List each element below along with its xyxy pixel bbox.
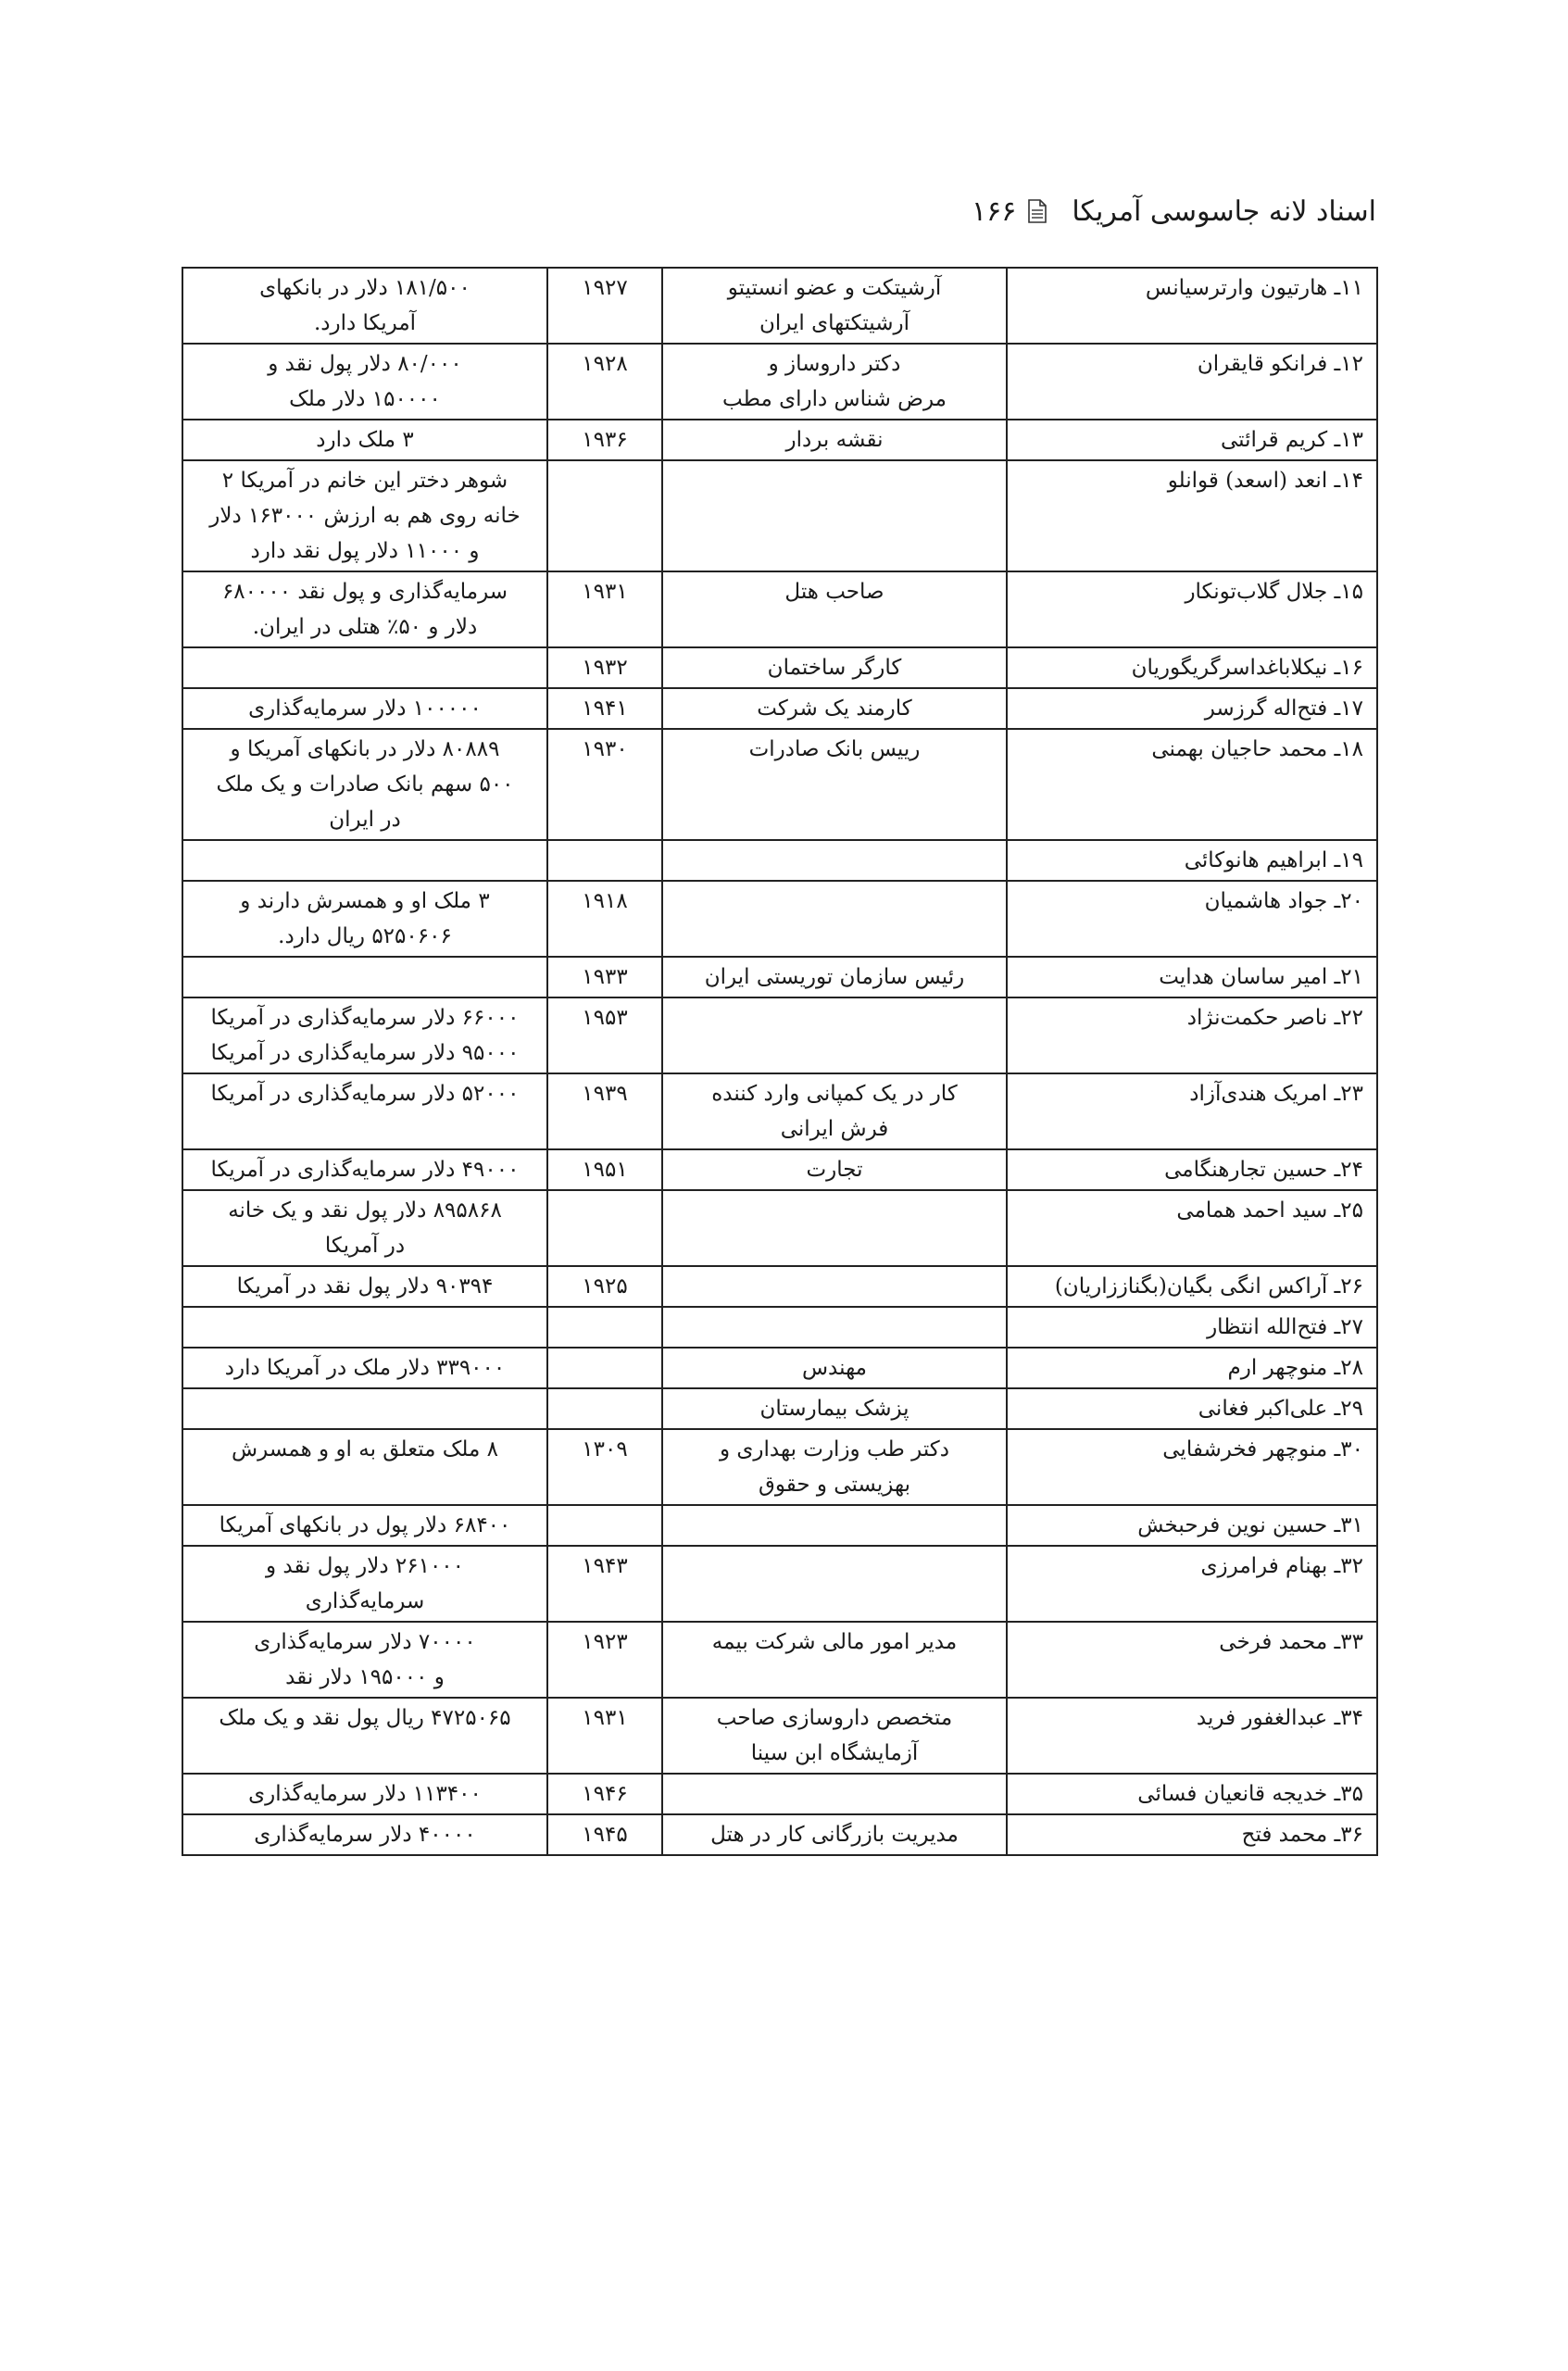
cell-year-text: ۱۹۳۲ <box>582 656 628 680</box>
cell-year <box>547 688 662 729</box>
cell-name-text: ۱۶ـ نیکلاباغداسرگریگوریان <box>1131 656 1363 680</box>
cell-assets <box>182 420 547 460</box>
cell-assets-text: ۳ ملک دارد <box>316 428 414 452</box>
cell-name-text: ۲۰ـ جواد هاشمیان <box>1204 889 1363 913</box>
cell-year-text: ۱۹۳۰ <box>582 737 628 761</box>
cell-assets <box>182 571 547 647</box>
cell-name-text: ۲۶ـ آراکس انگی بگیان(بگناززاریان) <box>1054 1274 1363 1298</box>
cell-name <box>1007 460 1377 571</box>
cell-year <box>547 1388 662 1429</box>
cell-year <box>547 957 662 997</box>
cell-year-text: ۱۹۴۵ <box>582 1823 628 1847</box>
cell-occupation-text: رئیس سازمان توریستی ایران <box>704 965 965 989</box>
table-row <box>182 1698 1377 1774</box>
cell-name <box>1007 1698 1377 1774</box>
cell-occupation-text: پزشک بیمارستان <box>759 1397 909 1421</box>
cell-name-text: ۳۲ـ بهنام فرامرزی <box>1200 1554 1363 1578</box>
book-title: اسناد لانه جاسوسی آمریکا <box>1072 194 1376 228</box>
cell-year-text: ۱۹۳۳ <box>582 965 628 989</box>
cell-year <box>547 1429 662 1505</box>
cell-assets <box>182 1774 547 1814</box>
cell-assets <box>182 1814 547 1855</box>
table-row <box>182 1505 1377 1546</box>
cell-year-text: ۱۹۲۵ <box>582 1274 628 1298</box>
cell-occupation <box>662 1698 1007 1774</box>
cell-assets <box>182 1190 547 1266</box>
cell-assets-text: ۷۰۰۰۰ دلار سرمایه‌گذاری <box>254 1630 476 1654</box>
cell-assets-text: و ۱۹۵۰۰۰ دلار نقد <box>285 1665 445 1689</box>
cell-occupation <box>662 344 1007 420</box>
cell-occupation-text: کارگر ساختمان <box>767 656 902 680</box>
table-row <box>182 268 1377 344</box>
cell-name <box>1007 571 1377 647</box>
cell-assets <box>182 1429 547 1505</box>
cell-assets <box>182 1388 547 1429</box>
cell-year-text: ۱۹۳۶ <box>582 428 628 452</box>
cell-assets-text: ۶۶۰۰۰ دلار سرمایه‌گذاری در آمریکا <box>210 1006 520 1030</box>
cell-assets <box>182 1073 547 1149</box>
cell-assets <box>182 729 547 840</box>
table-row <box>182 344 1377 420</box>
cell-year <box>547 571 662 647</box>
cell-occupation <box>662 840 1007 881</box>
cell-year <box>547 1698 662 1774</box>
cell-assets <box>182 840 547 881</box>
cell-occupation-text: متخصص داروسازی صاحب <box>716 1706 953 1730</box>
cell-year <box>547 460 662 571</box>
cell-assets-text: ۲۶۱۰۰۰ دلار پول نقد و <box>265 1554 465 1578</box>
cell-name <box>1007 881 1377 957</box>
cell-name-text: ۱۷ـ فتح‌اله گرزسر <box>1204 696 1363 721</box>
cell-name <box>1007 1149 1377 1190</box>
cell-name <box>1007 1622 1377 1698</box>
cell-year-text: ۱۹۱۸ <box>582 889 628 913</box>
cell-occupation <box>662 647 1007 688</box>
cell-assets-text: ۸۰/۰۰۰ دلار پول نقد و <box>268 352 462 376</box>
cell-occupation <box>662 1814 1007 1855</box>
table-row <box>182 1774 1377 1814</box>
cell-name <box>1007 957 1377 997</box>
cell-assets <box>182 1622 547 1698</box>
cell-year <box>547 1307 662 1348</box>
cell-occupation <box>662 688 1007 729</box>
cell-occupation <box>662 1149 1007 1190</box>
cell-year <box>547 1190 662 1266</box>
cell-name <box>1007 1073 1377 1149</box>
cell-name <box>1007 688 1377 729</box>
table-row <box>182 997 1377 1073</box>
cell-year-text: ۱۹۲۸ <box>582 352 628 376</box>
cell-assets <box>182 1505 547 1546</box>
cell-year <box>547 729 662 840</box>
table-row <box>182 1546 1377 1622</box>
cell-occupation-text: مهندس <box>801 1356 867 1380</box>
cell-assets-text: سرمایه‌گذاری و پول نقد ۶۸۰۰۰۰ <box>221 580 508 604</box>
cell-name <box>1007 268 1377 344</box>
cell-year-text: ۱۹۵۱ <box>582 1158 628 1182</box>
cell-name-text: ۲۱ـ امیر ساسان هدایت <box>1159 965 1363 989</box>
cell-occupation-text: آرشیتکت و عضو انستیتو <box>727 276 942 300</box>
table-row <box>182 1388 1377 1429</box>
cell-name-text: ۳۱ـ حسین نوین فرحبخش <box>1137 1513 1363 1537</box>
cell-assets <box>182 1149 547 1190</box>
cell-name-text: ۲۳ـ امریک هندی‌آزاد <box>1189 1082 1363 1106</box>
cell-assets-text: ۵۲۵۰۶۰۶ ریال دارد. <box>278 924 452 948</box>
cell-name-text: ۳۳ـ محمد فرخی <box>1219 1630 1363 1654</box>
cell-year-text: ۱۹۲۷ <box>582 276 628 300</box>
page-header <box>182 183 1376 239</box>
cell-assets <box>182 1698 547 1774</box>
cell-occupation <box>662 571 1007 647</box>
cell-assets-text: ۱۵۰۰۰۰ دلار ملک <box>289 387 441 411</box>
cell-year <box>547 344 662 420</box>
table-row <box>182 1429 1377 1505</box>
cell-year <box>547 1774 662 1814</box>
table-row <box>182 1348 1377 1388</box>
cell-occupation <box>662 1190 1007 1266</box>
cell-year-text: ۱۳۰۹ <box>582 1437 628 1461</box>
table-row <box>182 1622 1377 1698</box>
cell-assets <box>182 1307 547 1348</box>
cell-name-text: ۲۵ـ سید احمد همامی <box>1176 1198 1363 1223</box>
cell-occupation-text: صاحب هتل <box>784 580 884 604</box>
table-row <box>182 571 1377 647</box>
cell-occupation <box>662 268 1007 344</box>
cell-assets-text: دلار و ۵۰٪ هتلی در ایران. <box>252 615 478 639</box>
cell-occupation-text: آرشیتکتهای ایران <box>759 311 909 335</box>
cell-occupation-text: مدیر امور مالی شرکت بیمه <box>711 1630 958 1654</box>
table-row <box>182 1814 1377 1855</box>
cell-assets-text: شوهر دختر این خانم در آمریکا ۲ <box>221 469 508 493</box>
cell-assets-text: ۴۰۰۰۰ دلار سرمایه‌گذاری <box>254 1823 476 1847</box>
table-row <box>182 1266 1377 1307</box>
cell-name <box>1007 647 1377 688</box>
cell-name <box>1007 1266 1377 1307</box>
cell-year-text: ۱۹۳۹ <box>582 1082 628 1106</box>
cell-year <box>547 1073 662 1149</box>
cell-name-text: ۱۱ـ هارتیون وارترسیانس <box>1145 276 1363 300</box>
cell-assets <box>182 997 547 1073</box>
cell-year <box>547 1622 662 1698</box>
page-number: ۱۶۶ <box>972 194 1017 228</box>
cell-occupation-text: کار در یک کمپانی وارد کننده <box>711 1082 958 1106</box>
cell-year <box>547 997 662 1073</box>
cell-name <box>1007 1307 1377 1348</box>
cell-name-text: ۱۵ـ جلال گلاب‌تونکار <box>1185 580 1363 604</box>
table-body <box>182 268 1377 1855</box>
cell-assets-text: ۴۹۰۰۰ دلار سرمایه‌گذاری در آمریکا <box>210 1158 520 1182</box>
cell-assets-text: ۳ ملک او و همسرش دارند و <box>240 889 490 913</box>
cell-name <box>1007 1429 1377 1505</box>
cell-assets <box>182 1546 547 1622</box>
cell-occupation <box>662 997 1007 1073</box>
cell-assets-text: ۵۰۰ سهم بانک صادرات و یک ملک <box>216 772 514 797</box>
table-row <box>182 1307 1377 1348</box>
cell-year <box>547 268 662 344</box>
cell-year-text: ۱۹۵۳ <box>582 1006 628 1030</box>
cell-occupation <box>662 1774 1007 1814</box>
cell-name <box>1007 1505 1377 1546</box>
cell-occupation <box>662 1348 1007 1388</box>
cell-assets-text: در ایران <box>329 808 401 832</box>
cell-occupation-text: رییس بانک صادرات <box>748 737 921 761</box>
cell-occupation <box>662 881 1007 957</box>
records-table <box>182 267 1378 1856</box>
table-row <box>182 1149 1377 1190</box>
cell-year <box>547 1814 662 1855</box>
cell-name <box>1007 1190 1377 1266</box>
table-row <box>182 957 1377 997</box>
cell-assets <box>182 268 547 344</box>
cell-occupation-text: فرش ایرانی <box>780 1117 889 1141</box>
cell-assets <box>182 460 547 571</box>
cell-name-text: ۱۹ـ ابراهیم هانوکائی <box>1184 848 1363 872</box>
cell-assets-text: ۸ ملک متعلق به او و همسرش <box>232 1437 498 1461</box>
cell-year-text: ۱۹۴۶ <box>582 1782 628 1806</box>
cell-occupation <box>662 729 1007 840</box>
cell-occupation-text: دکتر طب وزارت بهداری و <box>719 1437 949 1461</box>
cell-occupation <box>662 460 1007 571</box>
cell-assets-text: ۸۹۵۸۶۸ دلار پول نقد و یک خانه <box>228 1198 502 1223</box>
cell-assets-text: آمریکا دارد. <box>313 311 417 335</box>
cell-occupation <box>662 1388 1007 1429</box>
cell-occupation-text: مدیریت بازرگانی کار در هتل <box>710 1823 959 1847</box>
cell-year-text: ۱۹۴۳ <box>582 1554 628 1578</box>
cell-name <box>1007 1348 1377 1388</box>
cell-year <box>547 1505 662 1546</box>
cell-assets <box>182 881 547 957</box>
cell-assets-text: ۵۲۰۰۰ دلار سرمایه‌گذاری در آمریکا <box>210 1082 520 1106</box>
cell-name <box>1007 1388 1377 1429</box>
cell-assets-text: ۹۵۰۰۰ دلار سرمایه‌گذاری در آمریکا <box>210 1041 520 1065</box>
cell-assets-text: و ۱۱۰۰۰ دلار پول نقد دارد <box>250 539 480 563</box>
cell-year-text: ۱۹۳۱ <box>582 1706 628 1730</box>
cell-occupation <box>662 1505 1007 1546</box>
cell-year-text: ۱۹۲۳ <box>582 1630 628 1654</box>
cell-occupation-text: دکتر داروساز و <box>768 352 901 376</box>
cell-assets-text: ۳۳۹۰۰۰ دلار ملک در آمریکا دارد <box>224 1356 506 1380</box>
cell-assets-text: ۴۷۲۵۰۶۵ ریال پول نقد و یک ملک <box>219 1706 511 1730</box>
cell-assets-text: در آمریکا <box>324 1234 406 1258</box>
cell-assets <box>182 1348 547 1388</box>
cell-name-text: ۳۰ـ منوچهر فخرشفایی <box>1162 1437 1363 1461</box>
cell-name-text: ۳۴ـ عبدالغفور فرید <box>1196 1706 1363 1730</box>
table-row <box>182 881 1377 957</box>
cell-name-text: ۲۲ـ ناصر حکمت‌نژاد <box>1186 1006 1363 1030</box>
cell-year <box>547 1546 662 1622</box>
cell-occupation-text: آزمایشگاه ابن سینا <box>750 1741 919 1765</box>
cell-occupation <box>662 957 1007 997</box>
cell-name <box>1007 840 1377 881</box>
cell-year <box>547 647 662 688</box>
cell-assets <box>182 344 547 420</box>
cell-assets <box>182 647 547 688</box>
cell-assets-text: ۸۰۸۸۹ دلار در بانکهای آمریکا و <box>230 737 500 761</box>
cell-assets-text: ۱۱۳۴۰۰ دلار سرمایه‌گذاری <box>248 1782 482 1806</box>
cell-occupation-text: مرض شناس دارای مطب <box>722 387 947 411</box>
cell-occupation <box>662 1546 1007 1622</box>
cell-name-text: ۳۶ـ محمد فتح <box>1241 1823 1363 1847</box>
cell-name-text: ۲۸ـ منوچهر ارم <box>1227 1356 1363 1380</box>
cell-name-text: ۱۸ـ محمد حاجیان بهمنی <box>1151 737 1363 761</box>
cell-name <box>1007 729 1377 840</box>
cell-occupation-text: کارمند یک شرکت <box>757 696 912 721</box>
cell-name <box>1007 420 1377 460</box>
cell-name <box>1007 1546 1377 1622</box>
table-row <box>182 729 1377 840</box>
document-icon <box>1027 199 1047 223</box>
table-row <box>182 688 1377 729</box>
cell-year <box>547 1348 662 1388</box>
cell-assets-text: سرمایه‌گذاری <box>305 1589 425 1613</box>
cell-name-text: ۱۲ـ فرانکو قایقران <box>1197 352 1363 376</box>
cell-occupation-text: نقشه بردار <box>785 428 884 452</box>
cell-year-text: ۱۹۳۱ <box>582 580 628 604</box>
cell-year <box>547 1149 662 1190</box>
cell-occupation <box>662 1266 1007 1307</box>
cell-year <box>547 840 662 881</box>
cell-year <box>547 881 662 957</box>
cell-name-text: ۲۴ـ حسین تجارهنگامی <box>1164 1158 1363 1182</box>
cell-assets-text: خانه روی هم به ارزش ۱۶۳۰۰۰ دلار <box>209 504 521 528</box>
table-row <box>182 840 1377 881</box>
cell-name-text: ۱۳ـ کریم قرائتی <box>1220 428 1363 452</box>
cell-name <box>1007 997 1377 1073</box>
cell-year <box>547 420 662 460</box>
cell-occupation-text: بهزیستی و حقوق <box>758 1473 911 1497</box>
cell-year-text: ۱۹۴۱ <box>582 696 628 721</box>
cell-name-text: ۱۴ـ انعد (اسعد) قوانلو <box>1167 469 1363 493</box>
cell-name <box>1007 1814 1377 1855</box>
table-row <box>182 1190 1377 1266</box>
cell-assets-text: ۱۰۰۰۰۰ دلار سرمایه‌گذاری <box>248 696 482 721</box>
cell-name <box>1007 1774 1377 1814</box>
cell-assets <box>182 957 547 997</box>
table-row <box>182 1073 1377 1149</box>
cell-occupation <box>662 420 1007 460</box>
cell-year <box>547 1266 662 1307</box>
cell-assets-text: ۱۸۱/۵۰۰ دلار در بانکهای <box>259 276 470 300</box>
table-row <box>182 647 1377 688</box>
cell-name-text: ۳۵ـ خدیجه قانعیان فسائی <box>1137 1782 1363 1806</box>
cell-name-text: ۲۹ـ علی‌اکبر فغانی <box>1198 1397 1363 1421</box>
cell-occupation-text: تجارت <box>806 1158 863 1182</box>
cell-occupation <box>662 1307 1007 1348</box>
cell-assets-text: ۶۸۴۰۰ دلار پول در بانکهای آمریکا <box>219 1513 511 1537</box>
cell-assets <box>182 1266 547 1307</box>
cell-assets-text: ۹۰۳۹۴ دلار پول نقد در آمریکا <box>236 1274 494 1298</box>
cell-name <box>1007 344 1377 420</box>
table-row <box>182 420 1377 460</box>
cell-occupation <box>662 1073 1007 1149</box>
cell-name-text: ۲۷ـ فتح‌الله انتظار <box>1207 1315 1363 1339</box>
cell-assets <box>182 688 547 729</box>
table-row <box>182 460 1377 571</box>
cell-occupation <box>662 1622 1007 1698</box>
cell-occupation <box>662 1429 1007 1505</box>
